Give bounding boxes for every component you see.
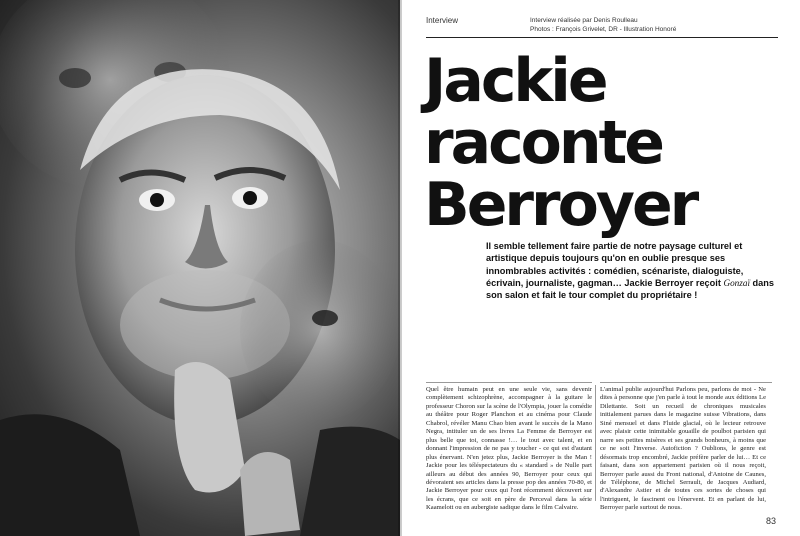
lede-text-2: dans son salon et fait le tour complet du propriétaire !: [486, 277, 774, 301]
title-line-1: Jackie: [424, 46, 606, 116]
header-rule: [426, 37, 778, 38]
column-2-rule: [600, 382, 772, 383]
column-divider: [595, 385, 596, 501]
credits-photos: Photos : François Grivelet, DR - Illustration Honoré: [530, 26, 677, 33]
credits-author: Interview réalisée par Denis Roulleau: [530, 17, 638, 24]
article-credits: [530, 16, 676, 34]
body-column-1: Quel être humain peut en une seule vie, sans devenir complètement schizophrène, accompagner à la guitare le professeur Choron sur la scène de l'Olympia, jouer la comédie au théâtre pour Roger Planchon et au cinéma pour Claude Chabrol, révéler Manu Chao bien avant le succès de la Mano Negra, intituler un de ses livres La Femme de Berroyer est plus belle que toi, connasse !… le tout avec talent, et en donnant l'impression de ne pas y toucher - ce qui est d'autant plus énervant. N'en jetez plus, Jackie Berroyer is the Man ! Jackie pour les téléspectateurs du « standard » de Nulle part ailleurs au début des années 90, Berroyer pour ceux qui dévoraient ses articles dans la presse pop des années 70-80, et Jackie Berroyer pour ceux qui l'ont récemment découvert sur les écrans, que ce soit en père de Perceval dans la série Kaamelott ou en aubergiste sadique dans le film Calvaire.: [426, 386, 592, 512]
body-column-2: L'animal publie aujourd'hui Parlons peu, parlons de moi - Ne dites à personne que j'en parle à tout le monde aux éditions Le Dilettante. Soit un recueil de chroniques musicales initialement parues dans le magazine suisse Vibrations, dans Siné mensuel et dans Fluide glacial, où le lecteur retrouve avec plaisir cette inimitable gouaille de poulbot parisien qui narre ses petites misères et ses grands bonheurs, à moins que ce ne soit l'inverse. Autofiction ? Oublions, le genre est désormais trop encombré, Jackie préfère parler de lui… Et ce faisant, dans son appartement parisien où il nous reçoit, Berroyer parle aussi du Front national, d'Antoine de Caunes, de Téléphone, de Michel Serrault, de Jacques Audiard, d'Alexandre Astier et de toutes ces sortes de choses qui l'intriguent, le fascinent ou l'énervent. Et en parlant de lui, Berroyer parle surtout de nous.: [600, 386, 766, 512]
article-page: [402, 0, 800, 536]
lede-magazine-name: Gonzaï: [723, 277, 750, 288]
lede-text-1: Il semble tellement faire partie de notre paysage culturel et artistique depuis toujours qu'on en oublie presque ses innombrables activités : comédien, scénariste, dialoguiste, écrivain, journaliste, gagman… Jackie Berroyer reçoit: [486, 241, 744, 288]
article-lede: [486, 240, 776, 301]
title-line-3: Berroyer: [424, 170, 697, 240]
page-number: 83: [765, 516, 776, 526]
column-1-rule: [426, 382, 592, 383]
article-title: [424, 46, 697, 240]
section-rubric: Interview: [426, 16, 459, 25]
title-line-2: raconte: [424, 108, 662, 178]
